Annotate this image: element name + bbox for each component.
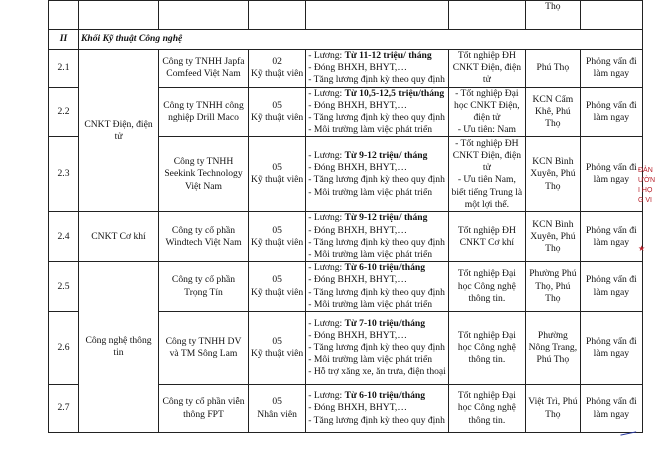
stamp-fragment (638, 166, 655, 254)
row-number: 2.5 (49, 262, 79, 312)
qualification-cell (448, 137, 525, 212)
company-cell: Công ty TNHH Japfa Comfeed Việt Nam (159, 50, 249, 88)
method-cell: Phỏng vấn đi làm ngay (580, 262, 642, 312)
qualification-line: - Ưu tiên: Nam (457, 124, 517, 136)
position: Kỹ thuật viên (251, 112, 304, 124)
salary-line (308, 212, 446, 224)
table-row (49, 262, 643, 312)
company-cell: Công ty cổ phần Windtech Việt Nam (159, 212, 249, 262)
benefit-line: - Đóng BHXH, BHYT,… (308, 329, 407, 341)
row-number: 2.1 (49, 50, 79, 88)
position-cell (249, 50, 306, 88)
table-row (49, 50, 643, 88)
count: 05 (272, 99, 282, 111)
row-number: 2.7 (49, 385, 79, 433)
benefit-line: - Môi trường làm việc phát triển (308, 354, 433, 366)
salary-value: Từ 11-12 triệu/ tháng (344, 50, 432, 61)
benefit-line: - Tăng lương định kỳ theo quy định (308, 414, 445, 426)
salary-prefix: - Lương: (308, 212, 345, 224)
qualification-line: - Ưu tiên Nam, biết tiếng Trung là một lợi thế. (451, 174, 523, 210)
benefit-line: - Đóng BHXH, BHYT,… (308, 62, 407, 74)
row-number: 2.2 (49, 87, 79, 137)
count: 05 (272, 224, 282, 236)
benefit-line: - Đóng BHXH, BHYT,… (308, 402, 407, 414)
row-number: 2.4 (49, 212, 79, 262)
location-cell: Phường Nông Trang, Phú Thọ (525, 312, 580, 385)
benefit-line: - Tăng lương định kỳ theo quy định (308, 174, 445, 186)
method-cell: Phỏng vấn đi làm ngay (580, 212, 642, 262)
benefit-line: - Tăng lương định kỳ theo quy định (308, 236, 445, 248)
location-cell: Phú Thọ (525, 50, 580, 88)
salary-value: Từ 6-10 triệu/tháng (344, 390, 426, 402)
qualification-cell: Tốt nghiệp Đại học Công nghệ thông tin. (448, 385, 525, 433)
company-cell: Công ty TNHH Seekink Technology Việt Nam (159, 137, 249, 212)
count: 05 (272, 335, 282, 347)
salary-prefix: - Lương: (308, 390, 345, 402)
qualification-line: - Tốt nghiệp Đại học CNKT Điện, điện tử (454, 87, 520, 124)
salary-benefits-cell (306, 137, 449, 212)
count: 05 (272, 274, 282, 286)
location-cell: KCN Bình Xuyên, Phú Thọ (525, 137, 580, 212)
salary-benefits-cell (306, 385, 449, 433)
major-cell: Công nghệ thông tin (79, 262, 159, 433)
position: Kỹ thuật viên (251, 174, 304, 186)
position: Kỹ thuật viên (251, 236, 304, 248)
count: 05 (272, 162, 282, 174)
company-cell: Công ty TNHH DV và TM Sông Lam (159, 312, 249, 385)
method-cell: Phỏng vấn đi làm ngay (580, 385, 642, 433)
qualification-cell: Tốt nghiệp Đại học Công nghệ thông tin. (448, 262, 525, 312)
section-header-row (49, 30, 643, 50)
qualification-line: - Tốt nghiệp ĐH CNKT Điện, điện tử (452, 137, 522, 174)
row-number: 2.3 (49, 137, 79, 212)
salary-value: Từ 7-10 triệu/tháng (344, 317, 426, 329)
benefit-line: - Đóng BHXH, BHYT,… (308, 224, 407, 236)
benefit-line: - Môi trường làm việc phát triển (308, 124, 433, 136)
salary-prefix: - Lương: (308, 317, 345, 329)
benefit-line: - Đóng BHXH, BHYT,… (308, 274, 407, 286)
benefit-line: - Đóng BHXH, BHYT,… (308, 99, 407, 111)
company-cell: Công ty cổ phần viễn thông FPT (159, 385, 249, 433)
salary-line (308, 390, 446, 402)
benefit-line: - Môi trường làm việc phát triển (308, 298, 433, 310)
stamp-text: ĐẢN (638, 167, 653, 174)
qualification-cell (448, 87, 525, 137)
benefit-line: - Tăng lương định kỳ theo quy định (308, 74, 445, 86)
method-cell: Phỏng vấn đi làm ngay (580, 312, 642, 385)
company-cell: Công ty TNHH công nghiệp Drill Maco (159, 87, 249, 137)
method-cell: Phỏng vấn đi làm ngay (580, 137, 642, 212)
count: 02 (272, 56, 282, 68)
location-cell: KCN Cẩm Khê, Phú Thọ (525, 87, 580, 137)
table-row (49, 212, 643, 262)
method-cell: Phỏng vấn đi làm ngay (580, 50, 642, 88)
location-cell: KCN Bình Xuyên, Phú Thọ (525, 212, 580, 262)
salary-line (308, 50, 446, 62)
stamp-text: I HỌ (638, 187, 653, 194)
benefit-line: - Hỗ trợ xăng xe, ăn trưa, điện thoại (308, 366, 446, 378)
location-cell: Việt Trì, Phú Thọ (525, 385, 580, 433)
major-cell: CNKT Cơ khí (79, 212, 159, 262)
salary-value: Từ 10,5-12,5 triệu/tháng (344, 87, 445, 99)
salary-line (308, 318, 446, 330)
position: Kỹ thuật viên (251, 286, 304, 298)
salary-benefits-cell (306, 212, 449, 262)
position: Nhân viên (257, 408, 297, 420)
salary-prefix: - Lương: (308, 262, 345, 274)
count: 05 (272, 396, 282, 408)
major-cell: CNKT Điện, điện tử (79, 50, 159, 212)
star-icon: ★ (638, 244, 646, 253)
salary-value: Từ 9-12 triệu/ tháng (344, 212, 428, 224)
benefit-line: - Tăng lương định kỳ theo quy định (308, 341, 445, 353)
location-cell: Thọ (525, 1, 580, 30)
salary-benefits-cell (306, 50, 449, 88)
salary-benefits-cell (306, 87, 449, 137)
salary-benefits-cell (306, 262, 449, 312)
benefit-line: - Môi trường làm việc phát triển (308, 186, 433, 198)
position: Kỹ thuật viên (251, 68, 304, 80)
benefit-line: - Môi trường làm việc phát triển (308, 249, 433, 261)
table-row (49, 1, 643, 30)
benefit-line: - Tăng lương định kỳ theo quy định (308, 112, 445, 124)
benefit-line: - Tăng lương định kỳ theo quy định (308, 286, 445, 298)
position-cell (249, 262, 306, 312)
qualification-cell: Tốt nghiệp Đại học Công nghệ thông tin. (448, 312, 525, 385)
stamp-text: G VI (638, 197, 653, 204)
qualification-cell: Tốt nghiệp ĐH CNKT Điện, điện tử (448, 50, 525, 88)
salary-benefits-cell (306, 312, 449, 385)
salary-line (308, 150, 446, 162)
position-cell (249, 312, 306, 385)
position-cell (249, 87, 306, 137)
position-cell (249, 385, 306, 433)
salary-prefix: - Lương: (308, 150, 345, 162)
position: Kỹ thuật viên (251, 348, 304, 360)
location-cell: Phường Phú Thọ, Phú Thọ (525, 262, 580, 312)
benefit-line: - Đóng BHXH, BHYT,… (308, 162, 407, 174)
section-number: II (49, 30, 79, 50)
stamp-text: ƯỜN (638, 177, 655, 184)
recruitment-table (48, 0, 643, 433)
salary-prefix: - Lương: (308, 50, 345, 61)
section-title: Khối Kỹ thuật Công nghệ (79, 30, 643, 50)
position-cell (249, 137, 306, 212)
salary-line (308, 88, 446, 100)
position-cell (249, 212, 306, 262)
method-cell: Phỏng vấn đi làm ngay (580, 87, 642, 137)
salary-line (308, 262, 446, 274)
salary-value: Từ 6-10 triệu/tháng (344, 262, 426, 274)
salary-value: Từ 9-12 triệu/ tháng (344, 150, 428, 162)
row-number: 2.6 (49, 312, 79, 385)
salary-prefix: - Lương: (308, 87, 345, 99)
company-cell: Công ty cổ phần Trọng Tín (159, 262, 249, 312)
qualification-cell: Tốt nghiệp ĐH CNKT Cơ khí (448, 212, 525, 262)
